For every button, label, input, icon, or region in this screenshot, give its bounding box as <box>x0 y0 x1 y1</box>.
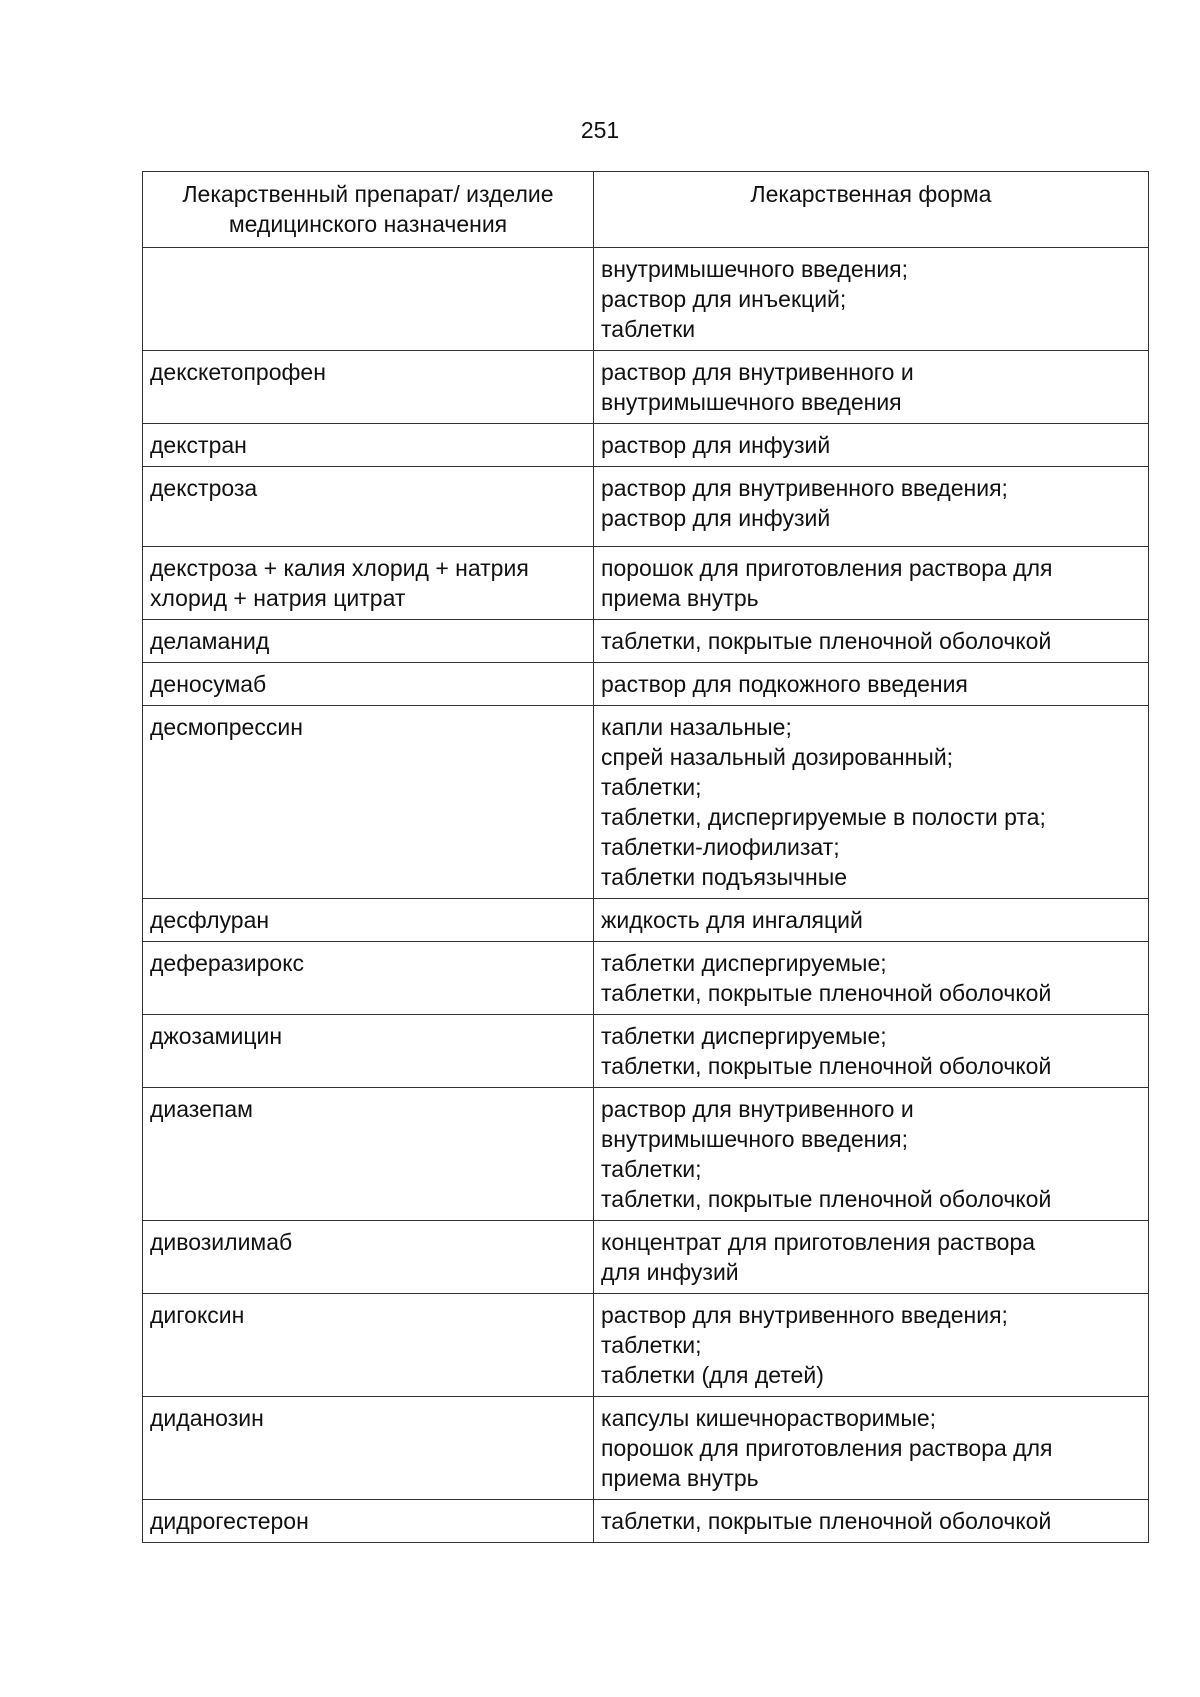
drug-name-cell: дивозилимаб <box>143 1221 594 1294</box>
dosage-form-line: раствор для внутривенного и <box>601 359 914 385</box>
dosage-form-line: таблетки, покрытые пленочной оболочкой <box>601 1186 1052 1212</box>
dosage-form-line: таблетки, диспергируемые в полости рта; <box>601 804 1046 830</box>
dosage-form-line: спрей назальный дозированный; <box>601 744 954 770</box>
dosage-form-cell <box>594 1500 1149 1543</box>
drug-name-cell: десмопрессин <box>143 706 594 899</box>
drug-name-cell: декскетопрофен <box>143 351 594 424</box>
dosage-form-cell <box>594 248 1149 351</box>
dosage-form-line: раствор для инъекций; <box>601 286 847 312</box>
column-header-drug: Лекарственный препарат/ изделие медицинского назначения <box>143 172 594 248</box>
table-row <box>143 620 1149 663</box>
dosage-form-line: раствор для внутривенного введения; <box>601 475 1008 501</box>
dosage-form-cell <box>594 351 1149 424</box>
dosage-form-line: капсулы кишечнорастворимые; <box>601 1405 937 1431</box>
dosage-form-cell <box>594 547 1149 620</box>
dosage-form-cell <box>594 620 1149 663</box>
drug-table <box>142 171 1149 1543</box>
dosage-form-line: таблетки; <box>601 774 702 800</box>
dosage-form-line: таблетки; <box>601 1156 702 1182</box>
drug-name-cell: дидрогестерон <box>143 1500 594 1543</box>
dosage-form-line: таблетки-лиофилизат; <box>601 834 840 860</box>
drug-name-cell: диазепам <box>143 1088 594 1221</box>
dosage-form-line: раствор для инфузий <box>601 505 831 531</box>
table-row <box>143 1221 1149 1294</box>
page-number: 251 <box>580 117 620 143</box>
drug-name-cell: десфлуран <box>143 899 594 942</box>
dosage-form-line: таблетки диспергируемые; <box>601 1023 887 1049</box>
dosage-form-line: таблетки, покрытые пленочной оболочкой <box>601 980 1052 1006</box>
dosage-form-cell <box>594 1221 1149 1294</box>
table-row <box>143 424 1149 467</box>
table-row <box>143 942 1149 1015</box>
drug-name-cell: дигоксин <box>143 1294 594 1397</box>
dosage-form-line: порошок для приготовления раствора для <box>601 555 1053 581</box>
table-row <box>143 248 1149 351</box>
drug-name-cell: деферазирокс <box>143 942 594 1015</box>
drug-name-cell: деламанид <box>143 620 594 663</box>
dosage-form-line: внутримышечного введения; <box>601 1126 909 1152</box>
dosage-form-line: таблетки, покрытые пленочной оболочкой <box>601 1053 1052 1079</box>
table-body <box>143 248 1149 1543</box>
table-row <box>143 1294 1149 1397</box>
table-row <box>143 663 1149 706</box>
table-row <box>143 467 1149 547</box>
dosage-form-line: раствор для внутривенного введения; <box>601 1302 1008 1328</box>
table-header-row <box>143 172 1149 248</box>
dosage-form-line: таблетки диспергируемые; <box>601 950 887 976</box>
drug-name-cell: джозамицин <box>143 1015 594 1088</box>
dosage-form-line: таблетки; <box>601 1332 702 1358</box>
table-row <box>143 1015 1149 1088</box>
dosage-form-cell <box>594 1397 1149 1500</box>
drug-name-cell: деносумаб <box>143 663 594 706</box>
drug-name-cell <box>143 248 594 351</box>
dosage-form-line: для инфузий <box>601 1259 739 1285</box>
dosage-form-line: таблетки (для детей) <box>601 1362 824 1388</box>
column-header-form: Лекарственная форма <box>594 172 1149 248</box>
table-row <box>143 351 1149 424</box>
drug-name-cell: декстроза <box>143 467 594 547</box>
dosage-form-line: капли назальные; <box>601 714 792 740</box>
dosage-form-line: жидкость для ингаляций <box>601 907 863 933</box>
dosage-form-line: внутримышечного введения; <box>601 256 909 282</box>
dosage-form-cell <box>594 942 1149 1015</box>
dosage-form-cell <box>594 424 1149 467</box>
dosage-form-cell <box>594 706 1149 899</box>
table-row <box>143 899 1149 942</box>
dosage-form-cell <box>594 663 1149 706</box>
dosage-form-line: внутримышечного введения <box>601 389 902 415</box>
dosage-form-line: раствор для подкожного введения <box>601 671 968 697</box>
table-row <box>143 706 1149 899</box>
dosage-form-cell <box>594 1294 1149 1397</box>
dosage-form-line: приема внутрь <box>601 585 759 611</box>
dosage-form-line: концентрат для приготовления раствора <box>601 1229 1036 1255</box>
dosage-form-cell <box>594 467 1149 547</box>
dosage-form-cell <box>594 1088 1149 1221</box>
dosage-form-cell <box>594 1015 1149 1088</box>
table-row <box>143 1088 1149 1221</box>
dosage-form-line: таблетки, покрытые пленочной оболочкой <box>601 628 1052 654</box>
dosage-form-line: раствор для инфузий <box>601 432 831 458</box>
table-row <box>143 1397 1149 1500</box>
drug-name-cell: диданозин <box>143 1397 594 1500</box>
dosage-form-line: раствор для внутривенного и <box>601 1096 914 1122</box>
table-row <box>143 1500 1149 1543</box>
dosage-form-line: таблетки <box>601 316 696 342</box>
dosage-form-line: таблетки подъязычные <box>601 864 848 890</box>
table-row <box>143 547 1149 620</box>
drug-name-cell: декстроза + калия хлорид + натрия хлорид + натрия цитрат <box>143 547 594 620</box>
dosage-form-line: порошок для приготовления раствора для <box>601 1435 1053 1461</box>
dosage-form-line: таблетки, покрытые пленочной оболочкой <box>601 1508 1052 1534</box>
drug-name-cell: декстран <box>143 424 594 467</box>
dosage-form-cell <box>594 899 1149 942</box>
dosage-form-line: приема внутрь <box>601 1465 759 1491</box>
